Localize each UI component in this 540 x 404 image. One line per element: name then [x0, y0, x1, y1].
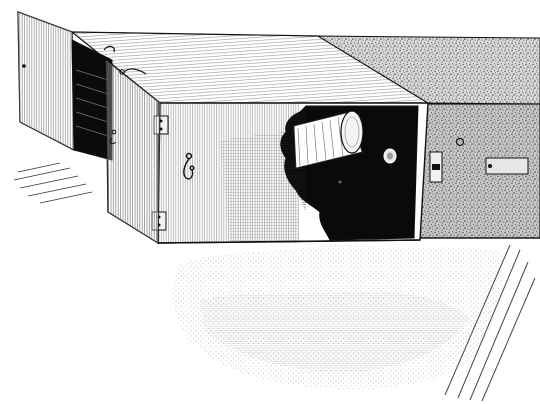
- ground-streaks: [14, 163, 92, 203]
- pin-icon: [384, 149, 396, 163]
- shadow-icon: [173, 246, 504, 389]
